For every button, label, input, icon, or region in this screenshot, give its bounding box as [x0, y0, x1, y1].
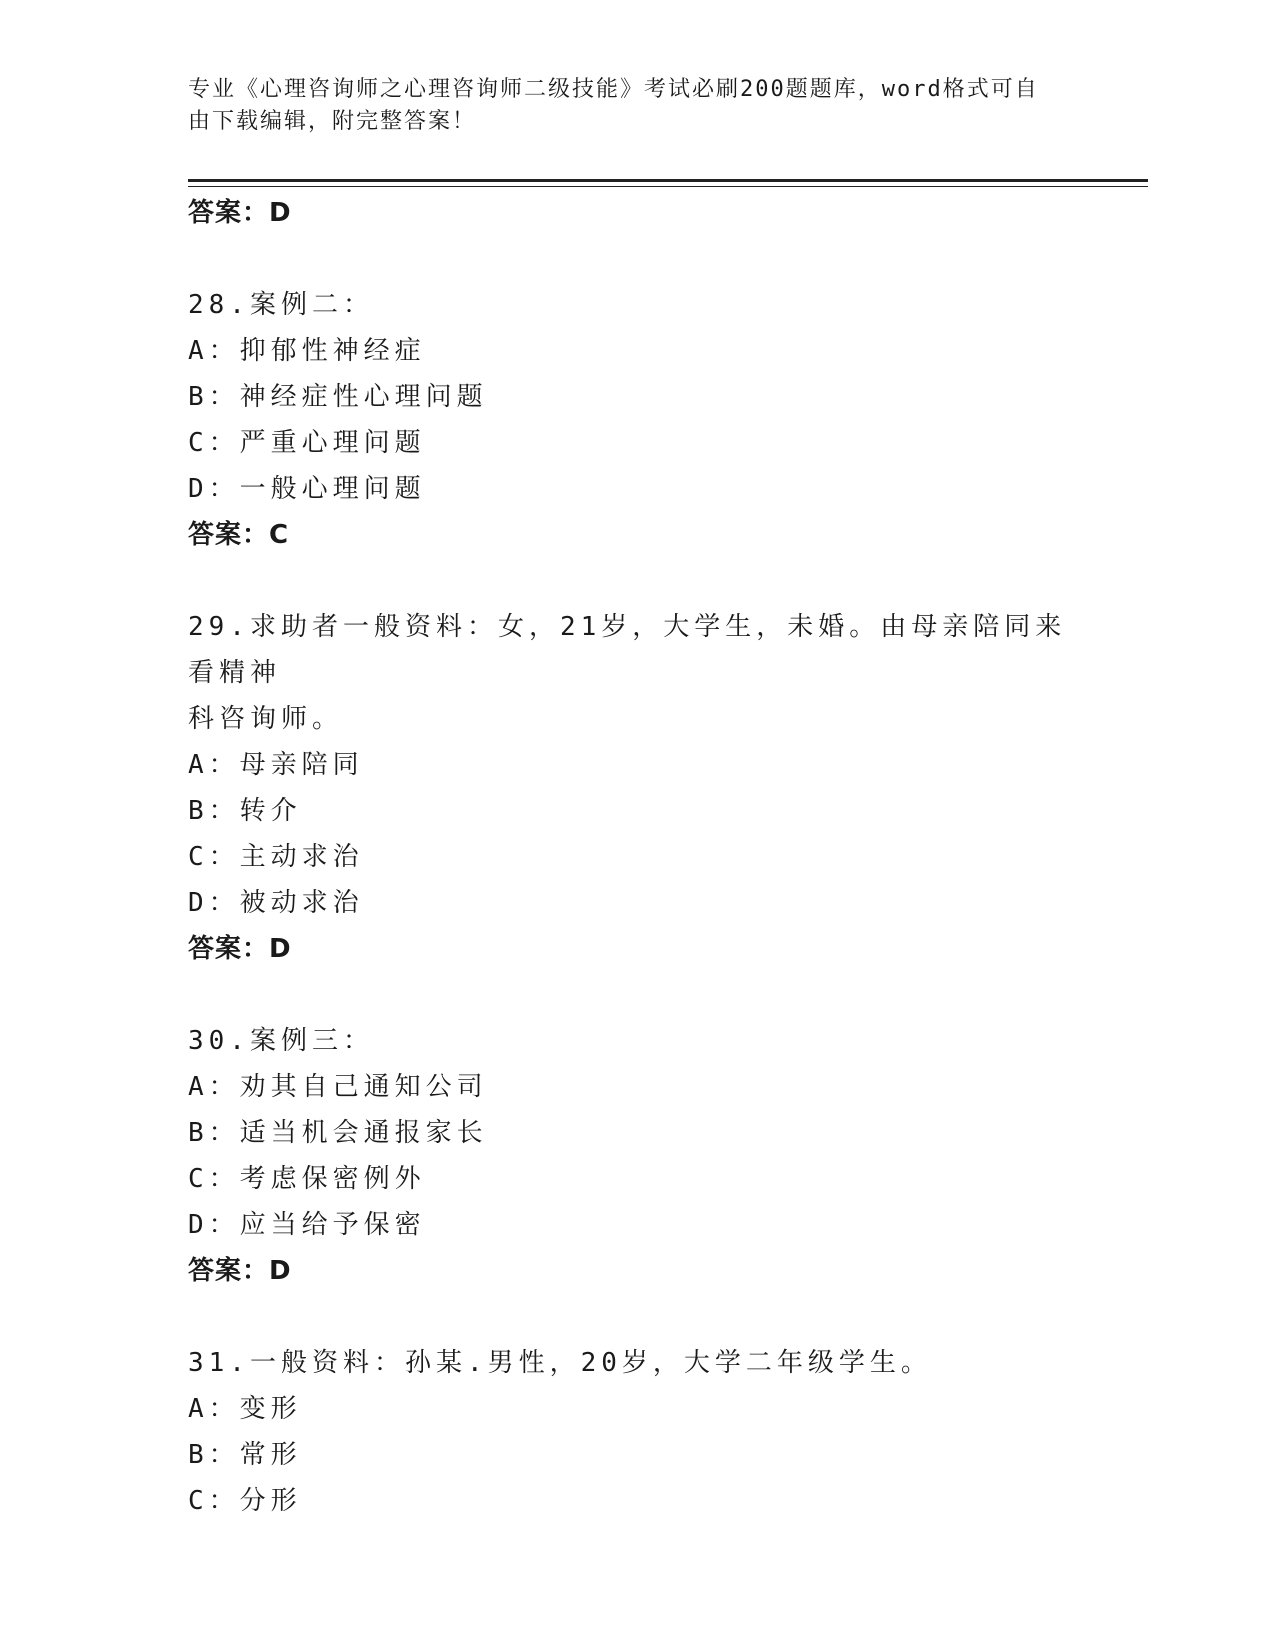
question-text-line-1: 29.求助者一般资料：女，21岁，大学生，未婚。由母亲陪同来看精神 — [188, 612, 1067, 688]
document-header — [188, 74, 1068, 138]
question-31 — [188, 1340, 1088, 1524]
header-divider-thin — [188, 186, 1148, 187]
header-divider-thick — [188, 179, 1148, 182]
option-c: C：分形 — [188, 1486, 302, 1516]
option-d: D：一般心理问题 — [188, 474, 426, 504]
option-c: C：考虑保密例外 — [188, 1164, 426, 1194]
option-c: C：严重心理问题 — [188, 428, 426, 458]
header-line-1: 专业《心理咨询师之心理咨询师二级技能》考试必刷200题题库，word格式可自 — [188, 77, 1039, 102]
answer-line: 答案：D — [188, 934, 292, 964]
option-b: B：适当机会通报家长 — [188, 1118, 488, 1148]
option-c: C：主动求治 — [188, 842, 364, 872]
answer-line: 答案：C — [188, 520, 290, 550]
option-d: D：被动求治 — [188, 888, 364, 918]
option-a: A：母亲陪同 — [188, 750, 364, 780]
header-line-2: 由下载编辑，附完整答案！ — [188, 109, 477, 134]
option-b: B：转介 — [188, 796, 302, 826]
question-text: 31.一般资料：孙某.男性，20岁，大学二年级学生。 — [188, 1348, 932, 1378]
option-b: B：常形 — [188, 1440, 302, 1470]
option-d: D：应当给予保密 — [188, 1210, 426, 1240]
question-28 — [188, 282, 1088, 558]
question-text: 30.案例三： — [188, 1026, 374, 1056]
option-b: B：神经症性心理问题 — [188, 382, 488, 412]
answer-line: 答案：D — [188, 198, 292, 228]
question-list — [188, 190, 1088, 1524]
question-30 — [188, 1018, 1088, 1294]
option-a: A：变形 — [188, 1394, 302, 1424]
option-a: A：劝其自己通知公司 — [188, 1072, 488, 1102]
answer-line: 答案：D — [188, 1256, 292, 1286]
option-a: A：抑郁性神经症 — [188, 336, 426, 366]
question-29 — [188, 604, 1088, 972]
question-text: 28.案例二： — [188, 290, 374, 320]
question-text-line-2: 科咨询师。 — [188, 704, 344, 734]
